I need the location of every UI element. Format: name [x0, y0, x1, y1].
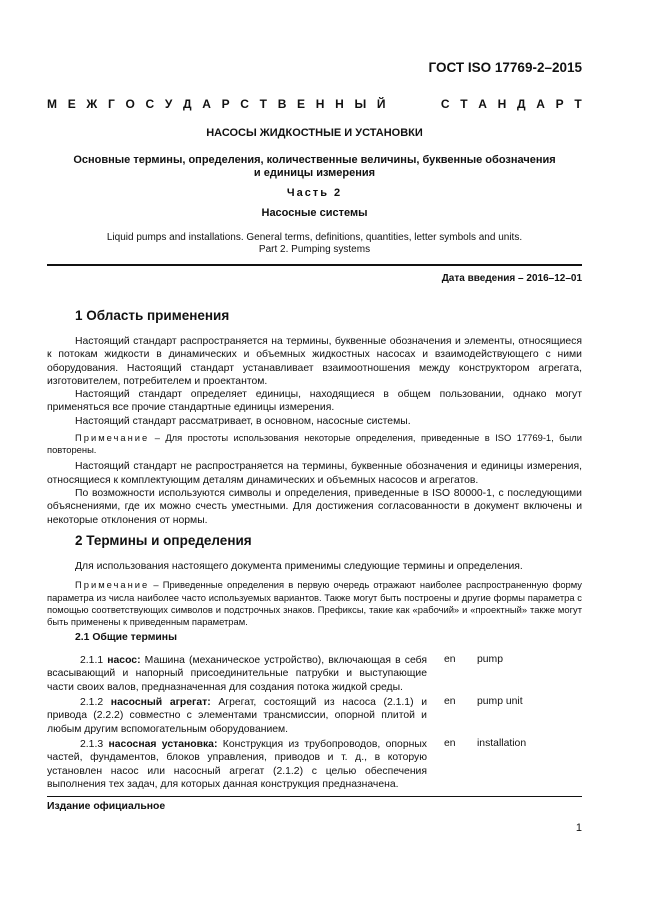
document-subtitle: Основные термины, определения, количественные величины, буквенные обозначения и единицы измерения: [73, 154, 556, 179]
paragraph: По возможности используются символы и определения, приведенные в ISO 80000-1, с последующими объяснениями, где их можно счесть уместными. Для достижения согласованности в документ включены и некоторые отклонения от нормы.: [47, 488, 582, 526]
section1-body: [47, 335, 582, 527]
paragraph: Настоящий стандарт распространяется на термины, буквенные обозначения и элементы, относящиеся к потокам жидкости в динамических и объемных жидкостных насосах и взаимодействующего с ними оборудования. Настоящий стандарт устанавливает взаимоотношения между конструктором агрегата, изготовителем, потребителем и проектантом.: [47, 336, 582, 387]
term-lang: en: [444, 696, 456, 707]
term-english: pump: [477, 654, 503, 665]
part-title: Насосные системы: [261, 207, 368, 219]
effective-date: Дата введения – 2016–12–01: [441, 273, 582, 284]
section2-body: [47, 560, 582, 628]
note: Примечание – Для простоты использования некоторые определения, приведенные в ISO 17769-1, были повторены.: [47, 432, 582, 456]
term-english: pump unit: [477, 696, 523, 707]
note-label: Примечание: [75, 579, 150, 591]
paragraph: Настоящий стандарт определяет единицы, находящиеся в общем пользовании, однако могут применяться все прочие стандартные единицы измерения.: [47, 389, 582, 414]
footer-divider: [47, 796, 582, 797]
paragraph: Для использования настоящего документа применимы следующие термины и определения.: [75, 561, 523, 572]
term-english: installation: [477, 738, 527, 749]
document-title: НАСОСЫ ЖИДКОСТНЫЕ И УСТАНОВКИ: [206, 127, 423, 139]
section2-heading: 2 Термины и определения: [75, 533, 252, 548]
term-entry: 2.1.1 насос: Машина (механическое устройство), включающая в себя всасывающий и напорный присоединительные патрубки и выступающие части своих валов, предназначенная для создания потока жидкой среды.: [47, 655, 427, 693]
term-entry: 2.1.3 насосная установка: Конструкция из трубопроводов, опорных частей, фундаментов, блоков управления, приводов и т. д., в которую установлен насос или насосный агрегат (2.1.2) с целью обеспечения выполнения тех задач, для которых данная конструкция предназначена.: [47, 739, 428, 790]
note: Примечание – Приведенные определения в первую очередь отражают наиболее распространенную форму параметра из числа наиболее часто используемых вариантов. Также могут быть построены и другие формы параметра с помощью соответствующих символов и подстрочных знаков. Префиксы, такие как «рабочий» и «проектный» также могут быть применены к приведенным параметрам.: [47, 579, 582, 627]
paragraph: Настоящий стандарт не распространяется на термины, буквенные обозначения и единицы измерения, относящиеся к комплектующим деталям динамических и объемных насосов и агрегатов.: [47, 461, 582, 486]
gost-number: ГОСТ ISO 17769-2–2015: [428, 60, 582, 75]
section1-heading: 1 Область применения: [75, 308, 230, 323]
term-lang: en: [444, 654, 456, 665]
english-title: Liquid pumps and installations. General terms, definitions, quantities, letter symbols and units. Part 2. Pumping systems: [106, 232, 523, 255]
paragraph: Настоящий стандарт рассматривает, в основном, насосные системы.: [75, 415, 411, 427]
part-number: Часть 2: [286, 187, 343, 199]
page-number: 1: [575, 822, 582, 834]
note-label: Примечание: [75, 432, 150, 444]
term-lang: en: [444, 738, 456, 749]
subsection-heading: 2.1 Общие термины: [75, 632, 177, 643]
edition-label: Издание официальное: [47, 801, 166, 812]
term-entry: 2.1.2 насосный агрегат: Агрегат, состоящий из насоса (2.1.1) и привода (2.2.2) совместно с элементами трансмиссии, опорной плитой и любым другим вспомогательным оборудованием.: [47, 697, 427, 735]
interstate-standard-label: М Е Ж Г О С У Д А Р С Т В Е Н Н Ы Й С Т А Н Д А Р Т: [47, 97, 582, 111]
header-divider: [47, 264, 582, 266]
